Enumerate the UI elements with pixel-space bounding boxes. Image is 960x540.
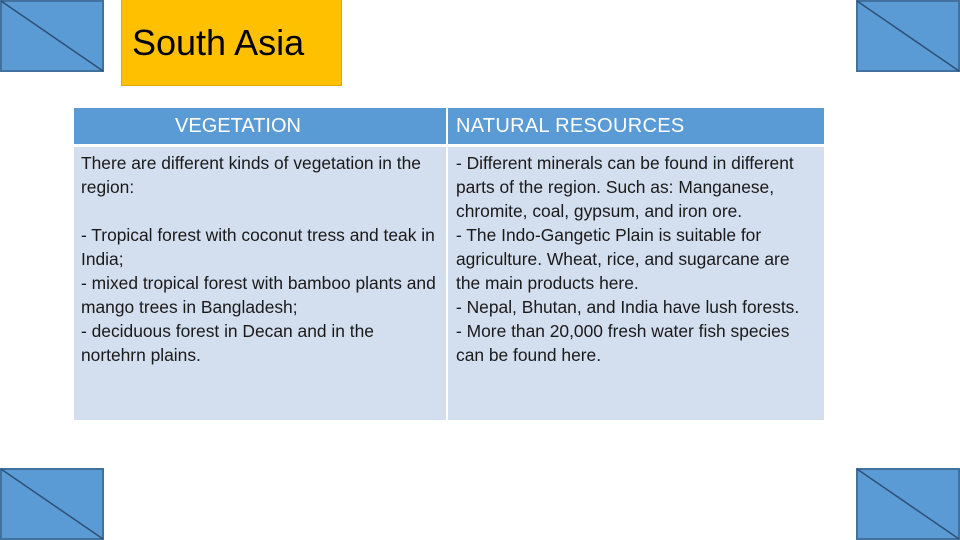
corner-square-icon: [856, 0, 960, 72]
vegetation-intro: There are different kinds of vegetation in the region:: [81, 153, 421, 197]
header-vegetation: VEGETATION: [74, 108, 448, 147]
natural-resources-cell: [448, 147, 826, 420]
vegetation-item: - Tropical forest with coconut tress and teak in India;: [81, 225, 435, 269]
vegetation-item: - mixed tropical forest with bamboo plants and mango trees in Bangladesh;: [81, 273, 436, 317]
resource-item: - Nepal, Bhutan, and India have lush forests.: [456, 297, 800, 317]
header-natural-resources: NATURAL RESOURCES: [448, 108, 826, 147]
content-table: [74, 108, 826, 420]
title-box: [121, 0, 342, 86]
corner-square-icon: [0, 0, 104, 72]
slide-title: South Asia: [132, 22, 305, 63]
resource-item: - More than 20,000 fresh water fish species can be found here.: [456, 321, 790, 365]
resource-item: - The Indo-Gangetic Plain is suitable for agriculture. Wheat, rice, and sugarcane are the main products here.: [456, 225, 790, 293]
vegetation-cell: [74, 147, 448, 420]
resource-item: - Different minerals can be found in different parts of the region. Such as: Manganese, chromite, coal, gypsum, and iron ore.: [456, 153, 794, 221]
vegetation-item: - deciduous forest in Decan and in the nortehrn plains.: [81, 321, 374, 365]
corner-square-icon: [856, 468, 960, 540]
corner-square-icon: [0, 468, 104, 540]
